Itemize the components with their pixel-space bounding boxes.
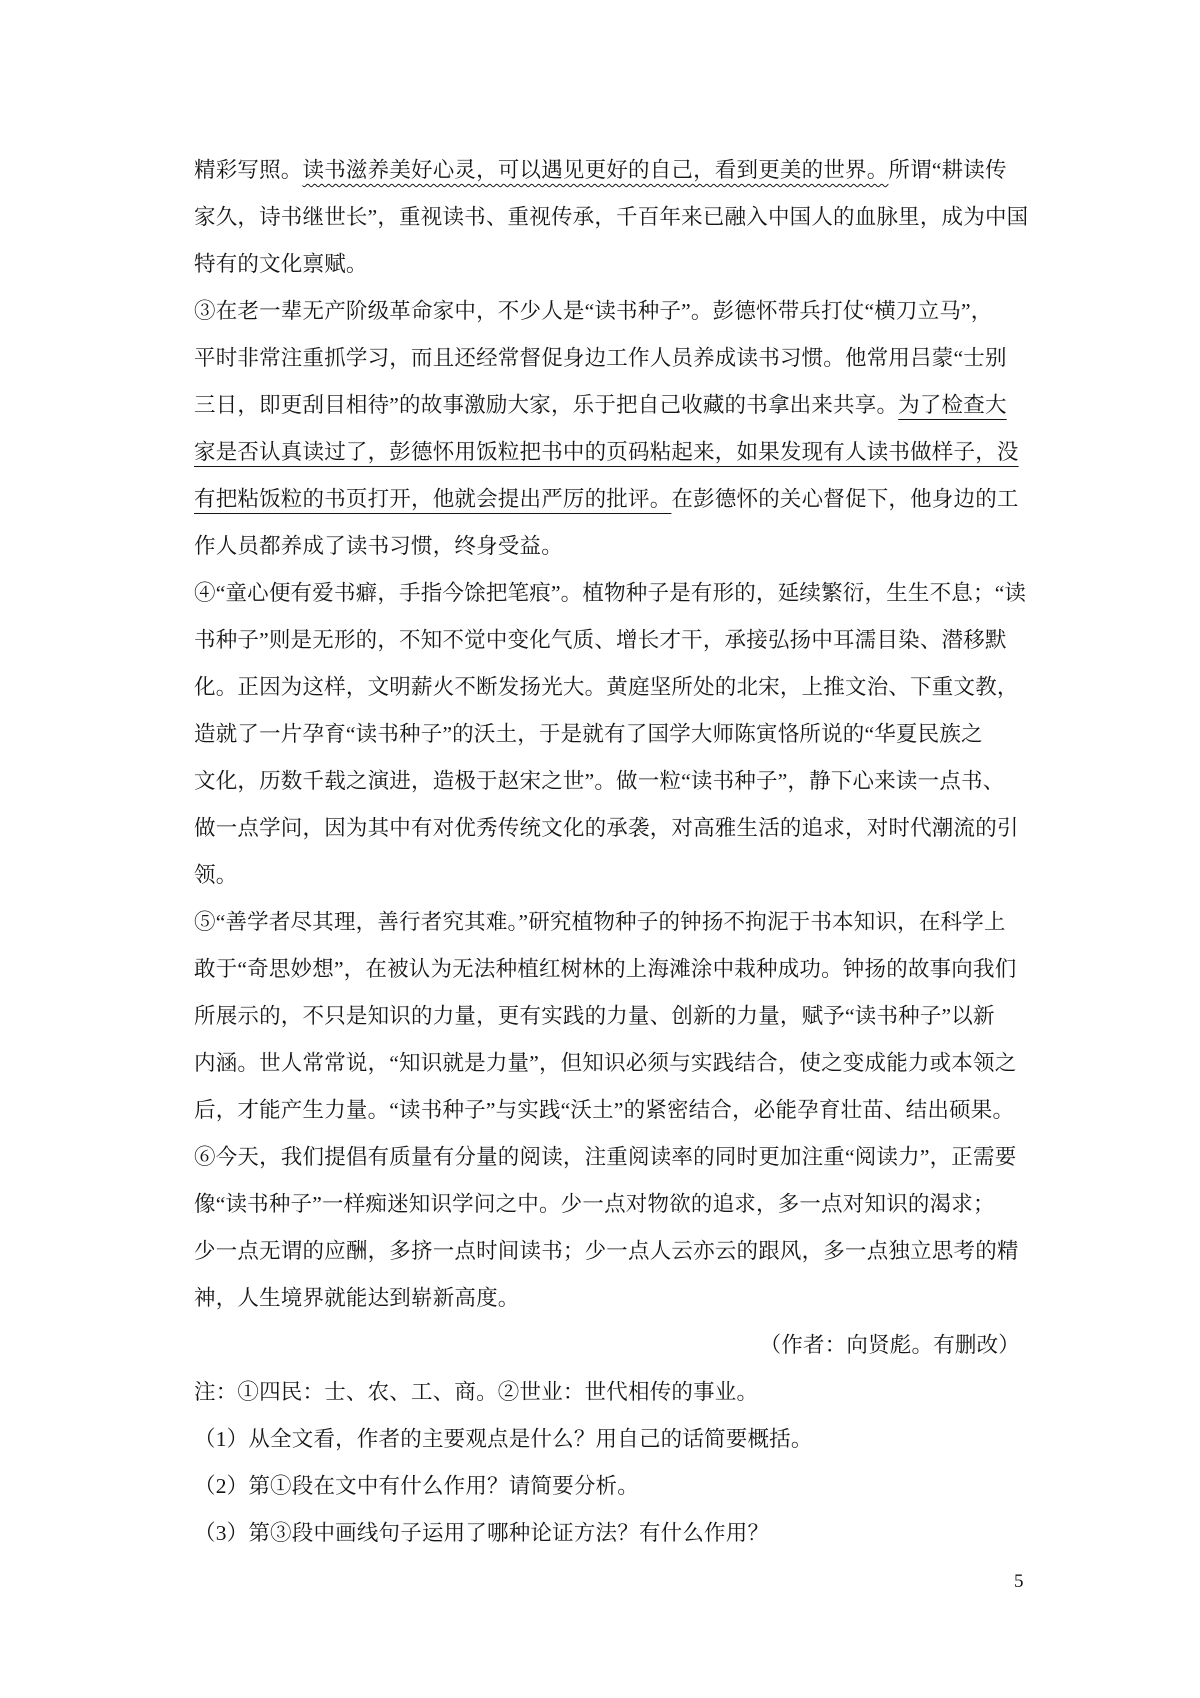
text-line [194,476,1020,523]
text-segment: 做一点学问，因为其中有对优秀传统文化的承袭，对高雅生活的追求，对时代潮流的引 [194,816,1019,840]
text-segment: 后，才能产生力量。“读书种子”与实践“沃土”的紧密结合，必能孕育壮苗、结出硕果。 [194,1098,1015,1122]
page-number: 5 [1014,1571,1024,1592]
text-segment: （作者：向贤彪。有删改） [759,1333,1020,1357]
text-line [194,1463,1020,1510]
text-segment: ④“童心便有爱书癖，手指今馀把笔痕”。植物种子是有形的，延续繁衍，生生不息；“读 [194,581,1027,605]
text-segment: 敢于“奇思妙想”，在被认为无法种植红树林的上海滩涂中栽种成功。钟扬的故事向我们 [194,957,1017,981]
text-segment: ③在老一辈无产阶级革命家中，不少人是“读书种子”。彭德怀带兵打仗“横刀立马”， [194,299,993,323]
text-segment: 所谓“耕读传 [888,158,1007,182]
text-line [194,1322,1020,1369]
text-line [194,429,1020,476]
text-segment: 化。正因为这样，文明薪火不断发扬光大。黄庭坚所处的北宋，上推文治、下重文教， [194,675,1019,699]
text-line [194,523,1020,570]
text-segment: 所展示的，不只是知识的力量，更有实践的力量、创新的力量，赋予“读书种子”以新 [194,1004,995,1028]
text-segment: 特有的文化禀赋。 [194,252,368,276]
text-line [194,758,1020,805]
text-line [194,617,1020,664]
text-segment: 家久，诗书继世长”，重视读书、重视传承，千百年来已融入中国人的血脉里，成为中国 [194,205,1029,229]
text-line [194,1228,1020,1275]
document-body [194,147,1029,1557]
underlined-sentence: 有把粘饭粒的书页打开，他就会提出严厉的批评。 [194,487,672,511]
text-line [194,899,1020,946]
text-line [194,852,1020,899]
text-segment: 文化，历数千载之演进，造极于赵宋之世”。做一粒“读书种子”，静下心来读一点书、 [194,769,1005,793]
text-segment: 精彩写照。 [194,158,303,182]
text-line [194,1369,1020,1416]
text-segment: 神，人生境界就能达到崭新高度。 [194,1286,520,1310]
text-segment: 在彭德怀的关心督促下，他身边的工 [671,487,1019,511]
text-line [194,805,1020,852]
text-line [194,194,1029,241]
text-line [194,1181,1020,1228]
text-line [194,711,1020,758]
text-segment: 领。 [194,863,238,887]
text-line [194,1510,1020,1557]
text-line [194,335,1020,382]
text-line [194,1416,1020,1463]
text-segment: 书种子”则是无形的，不知不觉中变化气质、增长才干，承接弘扬中耳濡目染、潜移默 [194,628,1007,652]
text-line [194,382,1020,429]
text-segment: 作人员都养成了读书习惯，终身受益。 [194,534,563,558]
underlined-sentence: 家是否认真读过了，彭德怀用饭粒把书中的页码粘起来，如果发现有人读书做样子，没 [194,440,1019,464]
text-line [194,946,1020,993]
text-line [194,993,1020,1040]
text-line [194,570,1027,617]
underlined-sentence: 为了检查大 [898,393,1007,417]
text-segment: 平时非常注重抓学习，而且还经常督促身边工作人员养成读书习惯。他常用吕蒙“士别 [194,346,1007,370]
text-segment: 像“读书种子”一样痴迷知识学问之中。少一点对物欲的追求，多一点对知识的渴求； [194,1192,995,1216]
text-line [194,664,1020,711]
text-segment: 内涵。世人常常说，“知识就是力量”，但知识必须与实践结合，使之变成能力或本领之 [194,1051,1017,1075]
text-line [194,288,1020,335]
text-segment: 造就了一片孕育“读书种子”的沃土，于是就有了国学大师陈寅恪所说的“华夏民族之 [194,722,983,746]
text-segment: 少一点无谓的应酬，多挤一点时间读书；少一点人云亦云的跟风，多一点独立思考的精 [194,1239,1019,1263]
text-segment: ⑤“善学者尽其理，善行者究其难。”研究植物种子的钟扬不拘泥于书本知识，在科学上 [194,910,1006,934]
text-segment: （3）第③段中画线句子运用了哪种论证方法？有什么作用？ [194,1521,770,1545]
text-line [194,1087,1020,1134]
text-line [194,147,1020,194]
text-segment: 三日，即更刮目相待”的故事激励大家，乐于把自己收藏的书拿出来共享。 [194,393,899,417]
text-line [194,1134,1020,1181]
text-line [194,241,1020,288]
text-segment: （2）第①段在文中有什么作用？请简要分析。 [194,1474,639,1498]
wavy-underlined-sentence: 读书滋养美好心灵，可以遇见更好的自己，看到更美的世界。 [302,158,889,182]
text-segment: （1）从全文看，作者的主要观点是什么？用自己的话简要概括。 [194,1427,813,1451]
text-line [194,1275,1020,1322]
text-segment: ⑥今天，我们提倡有质量有分量的阅读，注重阅读率的同时更加注重“阅读力”，正需要 [194,1145,1017,1169]
text-segment: 注：①四民：士、农、工、商。②世业：世代相传的事业。 [194,1380,759,1404]
text-line [194,1040,1020,1087]
